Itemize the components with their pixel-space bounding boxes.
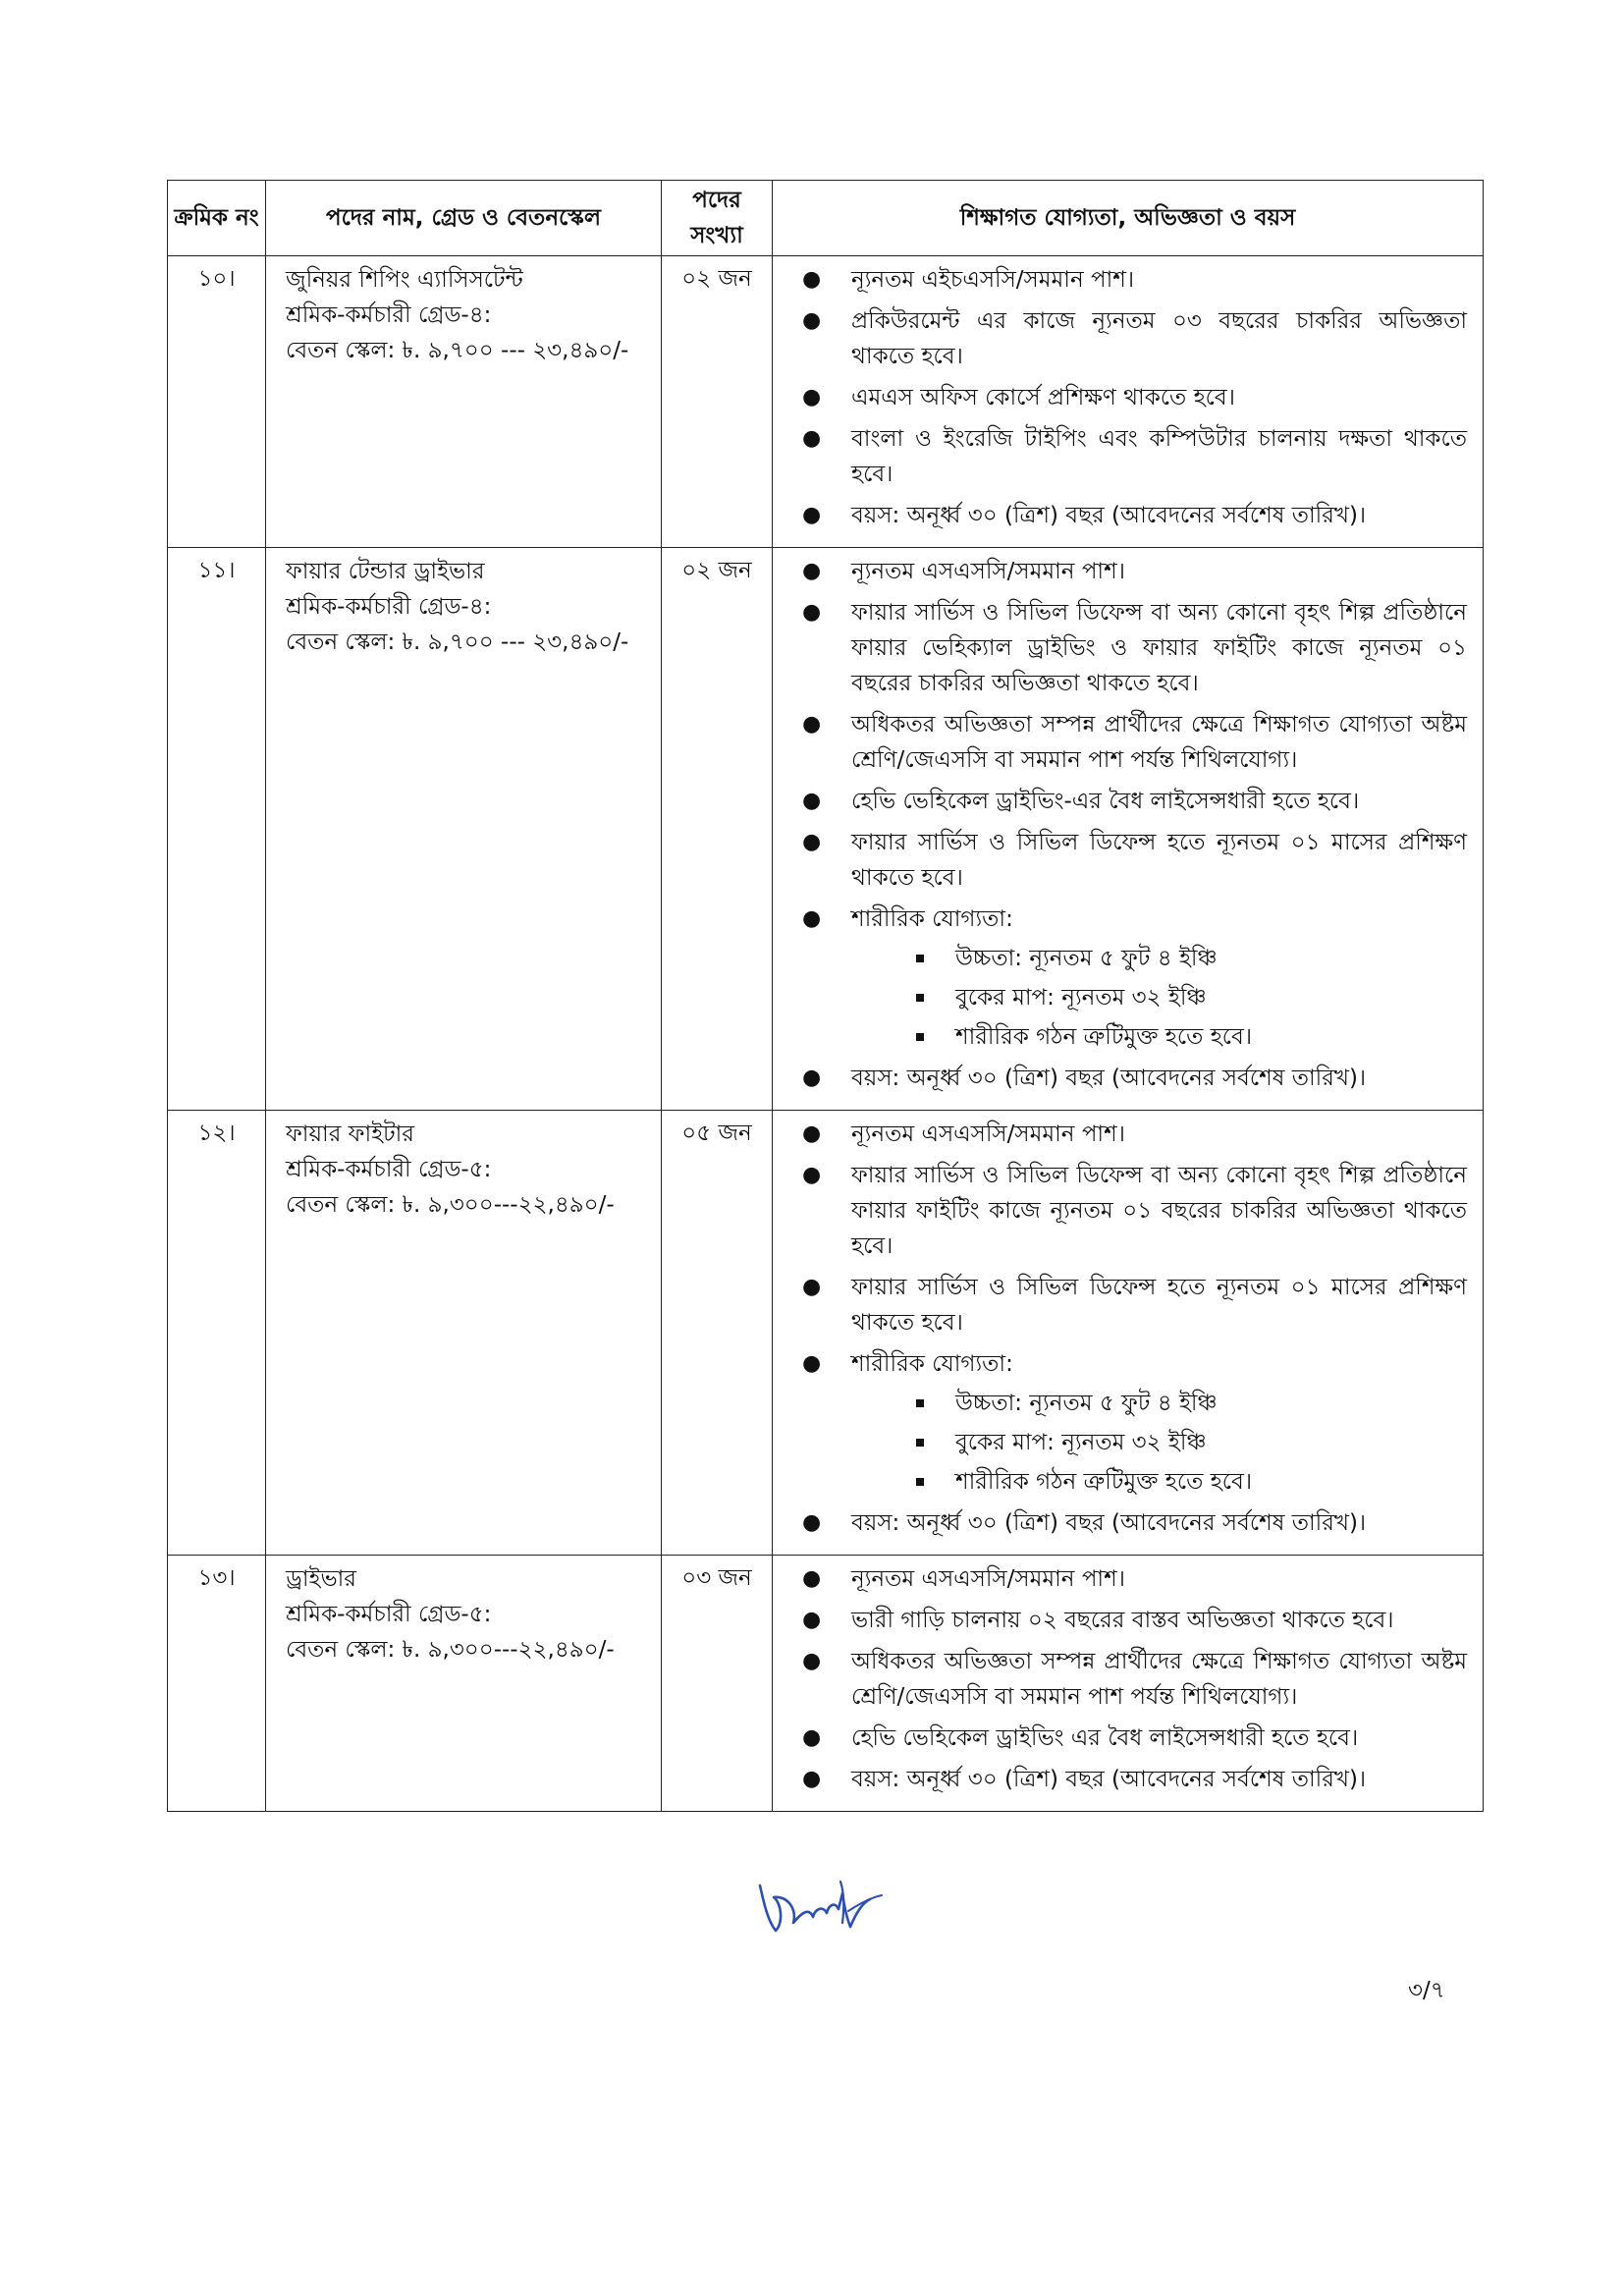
post-grade: শ্রমিক-কর্মচারী গ্রেড-৪:	[286, 594, 492, 620]
post-pay-scale: বেতন স্কেল: ৳. ৯,৩০০---২২,৪৯০/-	[286, 1192, 615, 1218]
post-cell	[266, 548, 662, 1111]
header-post: পদের নাম, গ্রেড ও বেতনস্কেল	[266, 181, 662, 256]
bullet-icon: ●	[802, 426, 822, 451]
square-bullet-icon	[916, 1399, 924, 1407]
square-bullet-icon	[916, 955, 924, 962]
signature	[754, 1874, 892, 1942]
list-item: ● বয়স: অনূর্ধ্ব ৩০ (ত্রিশ) বছর (আবেদনের সর্বশেষ তারিখ)।	[773, 1762, 1467, 1797]
qualifications-cell	[773, 256, 1484, 548]
post-name: ফায়ার টেন্ডার ড্রাইভার	[286, 559, 485, 584]
post-cell	[266, 256, 662, 548]
bullet-icon: ●	[802, 308, 822, 333]
list-item: ● প্রকিউরমেন্ট এর কাজে ন্যূনতম ০৩ বছরের চাকরির অভিজ্ঞতা থাকতে হবে।	[773, 303, 1467, 374]
row-serial: ১২।	[168, 1111, 266, 1556]
post-grade: শ্রমিক-কর্মচারী গ্রেড-৫:	[286, 1157, 492, 1182]
post-cell	[266, 1111, 662, 1556]
square-bullet-icon	[916, 1439, 924, 1447]
header-qualifications: শিক্ষাগত যোগ্যতা, অভিজ্ঞতা ও বয়স	[773, 181, 1484, 256]
row-serial: ১০।	[168, 256, 266, 548]
bullet-icon: ●	[802, 1510, 822, 1535]
list-item: ● ন্যূনতম এইচএসসি/সমমান পাশ।	[773, 262, 1467, 298]
list-item: ● অধিকতর অভিজ্ঞতা সম্পন্ন প্রার্থীদের ক্ষেত্রে শিক্ষাগত যোগ্যতা অষ্টম শ্রেণি/জেএসসি বা সমমান পাশ পর্যন্ত শিথিলযোগ্য।	[773, 1644, 1467, 1715]
bullet-icon: ●	[802, 1121, 822, 1146]
header-count: পদের সংখ্যা	[662, 181, 773, 256]
table-row	[168, 548, 1484, 1111]
page-number: ৩/৭	[1408, 1978, 1445, 2003]
post-grade: শ্রমিক-কর্মচারী গ্রেড-৫:	[286, 1602, 492, 1627]
list-item: ● ফায়ার সার্ভিস ও সিভিল ডিফেন্স বা অন্য কোনো বৃহৎ শিল্প প্রতিষ্ঠানে ফায়ার ভেহিক্যাল ড্রাইভিং ও ফায়ার ফাইটিং কাজে ন্যূনতম ০১ বছরের চাকরির অভিজ্ঞতা থাকতে হবে।	[773, 595, 1467, 701]
list-item: ● বয়স: অনূর্ধ্ব ৩০ (ত্রিশ) বছর (আবেদনের সর্বশেষ তারিখ)।	[773, 1505, 1467, 1541]
list-item: ● শারীরিক যোগ্যতা: উচ্চতা: ন্যূনতম ৫ ফুট ৪ ইঞ্চি বুকের মাপ: ন্যূনতম ৩২ ইঞ্চি শারীরিক গঠন ত্রুটিমুক্ত হতে হবে।	[773, 1346, 1467, 1500]
post-name: ড্রাইভার	[286, 1566, 356, 1592]
list-item: ● বয়স: অনূর্ধ্ব ৩০ (ত্রিশ) বছর (আবেদনের সর্বশেষ তারিখ)।	[773, 498, 1467, 533]
list-item: শারীরিক গঠন ত্রুটিমুক্ত হতে হবে।	[851, 1464, 1467, 1500]
list-item: ● হেভি ভেহিকেল ড্রাইভিং এর বৈধ লাইসেন্সধারী হতে হবে।	[773, 1721, 1467, 1756]
list-item: ● বাংলা ও ইংরেজি টাইপিং এবং কম্পিউটার চালনায় দক্ষতা থাকতে হবে।	[773, 421, 1467, 492]
list-item: উচ্চতা: ন্যূনতম ৫ ফুট ৪ ইঞ্চি	[851, 941, 1467, 976]
row-serial: ১৩।	[168, 1556, 266, 1812]
post-pay-scale: বেতন স্কেল: ৳. ৯,৭০০ --- ২৩,৪৯০/-	[286, 338, 629, 363]
list-item: ● এমএস অফিস কোর্সে প্রশিক্ষণ থাকতে হবে।	[773, 380, 1467, 415]
list-item: বুকের মাপ: ন্যূনতম ৩২ ইঞ্চি	[851, 980, 1467, 1015]
qualifications-cell	[773, 1111, 1484, 1556]
table-row	[168, 1111, 1484, 1556]
list-item: ● ন্যূনতম এসএসসি/সমমান পাশ।	[773, 1561, 1467, 1597]
bullet-icon: ●	[802, 600, 822, 625]
list-item: ● ভারী গাড়ি চালনায় ০২ বছরের বাস্তব অভিজ্ঞতা থাকতে হবে।	[773, 1603, 1467, 1638]
post-count: ০২ জন	[662, 548, 773, 1111]
job-requirements-table	[167, 180, 1484, 1812]
list-item: ● বয়স: অনূর্ধ্ব ৩০ (ত্রিশ) বছর (আবেদনের সর্বশেষ তারিখ)।	[773, 1061, 1467, 1096]
bullet-icon: ●	[802, 1725, 822, 1750]
qualification-list	[773, 1561, 1467, 1797]
table-row	[168, 256, 1484, 548]
bullet-icon: ●	[802, 1608, 822, 1632]
bullet-icon: ●	[802, 712, 822, 737]
bullet-icon: ●	[802, 830, 822, 854]
post-name: জুনিয়র শিপিং এ্যাসিসটেন্ট	[286, 267, 523, 293]
bullet-icon: ●	[802, 1275, 822, 1299]
post-pay-scale: বেতন স্কেল: ৳. ৯,৭০০ --- ২৩,৪৯০/-	[286, 629, 629, 655]
post-pay-scale: বেতন স্কেল: ৳. ৯,৩০০---২২,৪৯০/-	[286, 1637, 615, 1663]
bullet-icon: ●	[802, 385, 822, 410]
list-item: ● ফায়ার সার্ভিস ও সিভিল ডিফেন্স বা অন্য কোনো বৃহৎ শিল্প প্রতিষ্ঠানে ফায়ার ফাইটিং কাজে ন্যূনতম ০১ বছরের চাকরির অভিজ্ঞতা থাকতে হবে।	[773, 1158, 1467, 1264]
header-serial: ক্রমিক নং	[168, 181, 266, 256]
bullet-icon: ●	[802, 906, 822, 931]
list-item: ● ন্যূনতম এসএসসি/সমমান পাশ।	[773, 554, 1467, 589]
list-item: ● হেভি ভেহিকেল ড্রাইভিং-এর বৈধ লাইসেন্সধারী হতে হবে।	[773, 784, 1467, 819]
list-item: উচ্চতা: ন্যূনতম ৫ ফুট ৪ ইঞ্চি	[851, 1386, 1467, 1421]
bullet-icon: ●	[802, 1351, 822, 1376]
row-serial: ১১।	[168, 548, 266, 1111]
list-item: ● ন্যূনতম এসএসসি/সমমান পাশ।	[773, 1117, 1467, 1152]
square-bullet-icon	[916, 1033, 924, 1041]
bullet-icon: ●	[802, 1649, 822, 1673]
bullet-icon: ●	[802, 789, 822, 813]
list-item: ● শারীরিক যোগ্যতা: উচ্চতা: ন্যূনতম ৫ ফুট ৪ ইঞ্চি বুকের মাপ: ন্যূনতম ৩২ ইঞ্চি শারীরিক গঠন ত্রুটিমুক্ত হতে হবে।	[773, 902, 1467, 1055]
post-grade: শ্রমিক-কর্মচারী গ্রেড-৪:	[286, 302, 492, 328]
bullet-icon: ●	[802, 1066, 822, 1090]
bullet-icon: ●	[802, 1767, 822, 1791]
bullet-icon: ●	[802, 559, 822, 583]
post-cell	[266, 1556, 662, 1812]
list-item: ● অধিকতর অভিজ্ঞতা সম্পন্ন প্রার্থীদের ক্ষেত্রে শিক্ষাগত যোগ্যতা অষ্টম শ্রেণি/জেএসসি বা সমমান পাশ পর্যন্ত শিথিলযোগ্য।	[773, 707, 1467, 778]
physical-requirements-list	[851, 1386, 1467, 1500]
qualification-list	[773, 554, 1467, 1096]
bullet-icon: ●	[802, 1566, 822, 1591]
table-row	[168, 1556, 1484, 1812]
post-name: ফায়ার ফাইটার	[286, 1121, 414, 1147]
post-count: ০৩ জন	[662, 1556, 773, 1812]
list-item: ● ফায়ার সার্ভিস ও সিভিল ডিফেন্স হতে ন্যূনতম ০১ মাসের প্রশিক্ষণ থাকতে হবে।	[773, 825, 1467, 896]
qualification-list	[773, 262, 1467, 533]
bullet-icon: ●	[802, 503, 822, 527]
qualifications-cell	[773, 1556, 1484, 1812]
square-bullet-icon	[916, 1478, 924, 1486]
list-item: শারীরিক গঠন ত্রুটিমুক্ত হতে হবে।	[851, 1019, 1467, 1055]
list-item: বুকের মাপ: ন্যূনতম ৩২ ইঞ্চি	[851, 1425, 1467, 1460]
post-count: ০৫ জন	[662, 1111, 773, 1556]
physical-requirements-list	[851, 941, 1467, 1055]
square-bullet-icon	[916, 994, 924, 1002]
list-item: ● ফায়ার সার্ভিস ও সিভিল ডিফেন্স হতে ন্যূনতম ০১ মাসের প্রশিক্ষণ থাকতে হবে।	[773, 1270, 1467, 1340]
bullet-icon: ●	[802, 267, 822, 292]
post-count: ০২ জন	[662, 256, 773, 548]
qualifications-cell	[773, 548, 1484, 1111]
bullet-icon: ●	[802, 1163, 822, 1187]
table-header-row	[168, 181, 1484, 256]
qualification-list	[773, 1117, 1467, 1541]
